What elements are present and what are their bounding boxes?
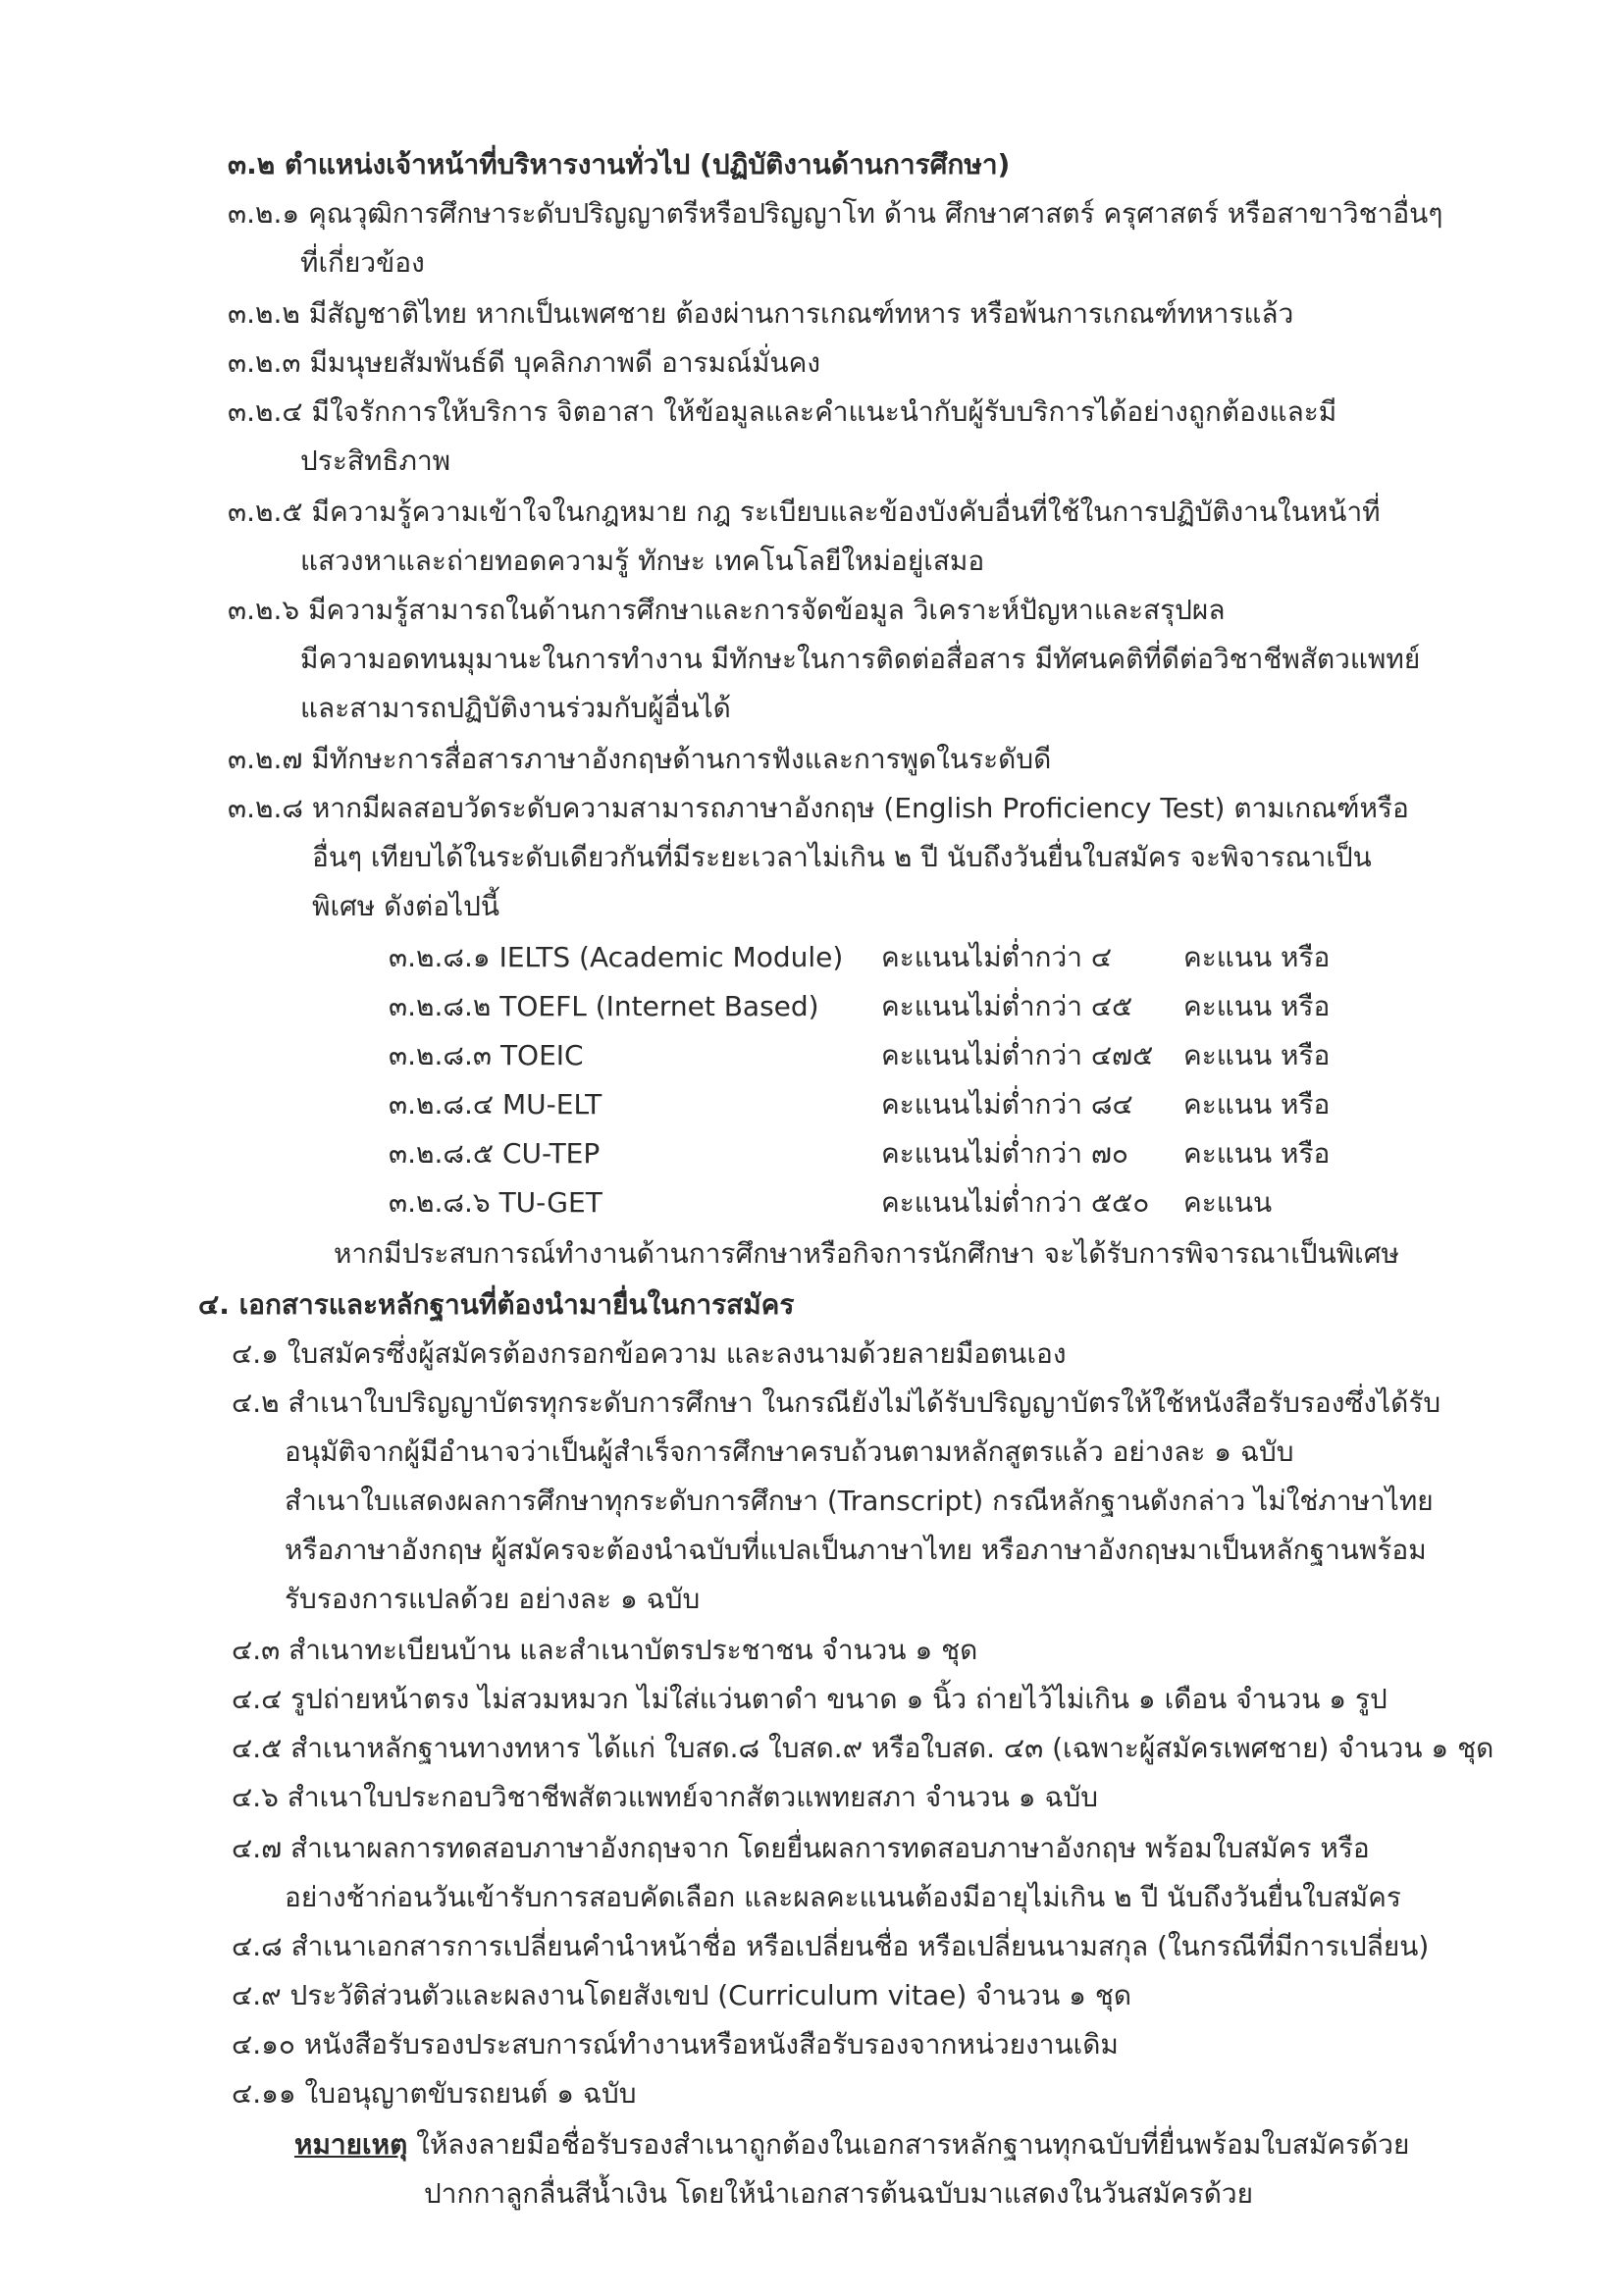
item-4-2-line-1: ๔.๒ สำเนาใบปริญญาบัตรทุกระดับการศึกษา ในกรณียังไม่ได้รับปริญญาบัตรให้ใช้หนังสือรับรองซึ่งได้รับ bbox=[232, 1386, 1441, 1419]
test-name: ๓.๒.๘.๒ TOEFL (Internet Based) bbox=[389, 990, 819, 1022]
section-3-2-heading: ๓.๒ ตำแหน่งเจ้าหน้าที่บริหารงานทั่วไป (ปฏิบัติงานด้านการศึกษา) bbox=[228, 148, 1011, 181]
test-name: ๓.๒.๘.๑ IELTS (Academic Module) bbox=[389, 941, 844, 973]
item-4-1: ๔.๑ ใบสมัครซึ่งผู้สมัครต้องกรอกข้อความ และลงนามด้วยลายมือตนเอง bbox=[232, 1337, 1067, 1370]
note-line-1 bbox=[294, 2125, 1409, 2165]
test-min-score: คะแนนไม่ต่ำกว่า ๘๔ bbox=[881, 1088, 1133, 1121]
note-label: หมายเหตุ bbox=[294, 2128, 408, 2161]
item-3-2-6-line-1: ๓.๒.๖ มีความรู้สามารถในด้านการศึกษาและการจัดข้อมูล วิเคราะห์ปัญหาและสรุปผล bbox=[228, 594, 1226, 626]
item-4-4: ๔.๔ รูปถ่ายหน้าตรง ไม่สวมหมวก ไม่ใส่แว่นตาดำ ขนาด ๑ นิ้ว ถ่ายไว้ไม่เกิน ๑ เดือน จำนวน ๑ รูป bbox=[232, 1683, 1387, 1715]
item-3-2-7: ๓.๒.๗ มีทักษะการสื่อสารภาษาอังกฤษด้านการฟังและการพูดในระดับดี bbox=[228, 743, 1052, 775]
note-line-2: ปากกาลูกลื่นสีน้ำเงิน โดยให้นำเอกสารต้นฉบับมาแสดงในวันสมัครด้วย bbox=[424, 2177, 1254, 2210]
item-3-2-4-line-1: ๓.๒.๔ มีใจรักการให้บริการ จิตอาสา ให้ข้อมูลและคำแนะนำกับผู้รับบริการได้อย่างถูกต้องและมี bbox=[228, 395, 1337, 428]
item-3-2-8-line-3: พิเศษ ดังต่อไปนี้ bbox=[312, 890, 500, 922]
item-4-2-line-2: อนุมัติจากผู้มีอำนาจว่าเป็นผู้สำเร็จการศึกษาครบถ้วนตามหลักสูตรแล้ว อย่างละ ๑ ฉบับ bbox=[285, 1435, 1294, 1468]
item-4-2-line-4: หรือภาษาอังกฤษ ผู้สมัครจะต้องนำฉบับที่แปลเป็นภาษาไทย หรือภาษาอังกฤษมาเป็นหลักฐานพร้อม bbox=[285, 1534, 1427, 1566]
test-unit: คะแนน หรือ bbox=[1183, 990, 1331, 1022]
item-4-10: ๔.๑๐ หนังสือรับรองประสบการณ์ทำงานหรือหนังสือรับรองจากหน่วยงานเดิม bbox=[232, 2028, 1119, 2061]
item-3-2-1-line-2: ที่เกี่ยวข้อง bbox=[300, 246, 425, 279]
item-3-2-1-line-1: ๓.๒.๑ คุณวุฒิการศึกษาระดับปริญญาตรีหรือปริญญาโท ด้าน ศึกษาศาสตร์ ครุศาสตร์ หรือสาขาวิชาอื่นๆ bbox=[228, 197, 1443, 230]
test-name: ๓.๒.๘.๕ CU-TEP bbox=[389, 1137, 601, 1170]
test-name: ๓.๒.๘.๖ TU-GET bbox=[389, 1186, 602, 1219]
test-min-score: คะแนนไม่ต่ำกว่า ๔๕ bbox=[881, 990, 1133, 1022]
test-min-score: คะแนนไม่ต่ำกว่า ๕๕๐ bbox=[881, 1186, 1150, 1219]
test-unit: คะแนน หรือ bbox=[1183, 941, 1331, 973]
test-unit: คะแนน หรือ bbox=[1183, 1137, 1331, 1170]
item-4-2-line-5: รับรองการแปลด้วย อย่างละ ๑ ฉบับ bbox=[285, 1583, 701, 1615]
test-unit: คะแนน หรือ bbox=[1183, 1088, 1331, 1121]
item-3-2-4-line-2: ประสิทธิภาพ bbox=[300, 444, 451, 477]
test-unit: คะแนน หรือ bbox=[1183, 1039, 1331, 1071]
test-min-score: คะแนนไม่ต่ำกว่า ๔ bbox=[881, 941, 1113, 973]
item-3-2-3: ๓.๒.๓ มีมนุษยสัมพันธ์ดี บุคลิกภาพดี อารมณ์มั่นคง bbox=[228, 346, 821, 379]
test-unit: คะแนน bbox=[1183, 1186, 1273, 1219]
item-4-9: ๔.๙ ประวัติส่วนตัวและผลงานโดยสังเขป (Curriculum vitae) จำนวน ๑ ชุด bbox=[232, 1979, 1132, 2011]
item-4-7-line-1: ๔.๗ สำเนาผลการทดสอบภาษาอังกฤษจาก โดยยื่นผลการทดสอบภาษาอังกฤษ พร้อมใบสมัคร หรือ bbox=[232, 1832, 1370, 1864]
item-3-2-6-line-2: มีความอดทนมุมานะในการทำงาน มีทักษะในการติดต่อสื่อสาร มีทัศนคติที่ดีต่อวิชาชีพสัตวแพทย์ bbox=[300, 643, 1421, 675]
item-3-2-8-line-2: อื่นๆ เทียบได้ในระดับเดียวกันที่มีระยะเวลาไม่เกิน ๒ ปี นับถึงวันยื่นใบสมัคร จะพิจารณาเป็น bbox=[312, 841, 1372, 873]
item-4-8: ๔.๘ สำเนาเอกสารการเปลี่ยนคำนำหน้าชื่อ หรือเปลี่ยนชื่อ หรือเปลี่ยนนามสกุล (ในกรณีที่มีการเปลี่ยน) bbox=[232, 1930, 1430, 1962]
item-4-2-line-3: สำเนาใบแสดงผลการศึกษาทุกระดับการศึกษา (Transcript) กรณีหลักฐานดังกล่าว ไม่ใช่ภาษาไทย bbox=[285, 1485, 1434, 1517]
item-4-11: ๔.๑๑ ใบอนุญาตขับรถยนต์ ๑ ฉบับ bbox=[232, 2077, 637, 2110]
note-text-1: ให้ลงลายมือชื่อรับรองสำเนาถูกต้องในเอกสารหลักฐานทุกฉบับที่ยื่นพร้อมใบสมัครด้วย bbox=[416, 2128, 1410, 2161]
test-name: ๓.๒.๘.๔ MU-ELT bbox=[389, 1088, 602, 1121]
test-min-score: คะแนนไม่ต่ำกว่า ๗๐ bbox=[881, 1137, 1128, 1170]
item-4-6: ๔.๖ สำเนาใบประกอบวิชาชีพสัตวแพทย์จากสัตวแพทยสภา จำนวน ๑ ฉบับ bbox=[232, 1781, 1099, 1813]
experience-note: หากมีประสบการณ์ทำงานด้านการศึกษาหรือกิจการนักศึกษา จะได้รับการพิจารณาเป็นพิเศษ bbox=[334, 1237, 1399, 1270]
item-3-2-5-line-1: ๓.๒.๕ มีความรู้ความเข้าใจในกฎหมาย กฎ ระเบียบและข้องบังคับอื่นที่ใช้ในการปฏิบัติงานในหน้าที่ bbox=[228, 496, 1381, 528]
test-name: ๓.๒.๘.๓ TOEIC bbox=[389, 1039, 584, 1071]
item-3-2-5-line-2: แสวงหาและถ่ายทอดความรู้ ทักษะ เทคโนโลยีใหม่อยู่เสมอ bbox=[300, 545, 985, 577]
item-4-5: ๔.๕ สำเนาหลักฐานทางทหาร ได้แก่ ใบสด.๘ ใบสด.๙ หรือใบสด. ๔๓ (เฉพาะผู้สมัครเพศชาย) จำนวน ๑ ชุด bbox=[232, 1732, 1494, 1764]
item-4-3: ๔.๓ สำเนาทะเบียนบ้าน และสำเนาบัตรประชาชน จำนวน ๑ ชุด bbox=[232, 1634, 978, 1666]
item-4-7-line-2: อย่างช้าก่อนวันเข้ารับการสอบคัดเลือก และผลคะแนนต้องมีอายุไม่เกิน ๒ ปี นับถึงวันยื่นใบสมัคร bbox=[285, 1881, 1401, 1913]
section-4-heading: ๔. เอกสารและหลักฐานที่ต้องนำมายื่นในการสมัคร bbox=[198, 1288, 795, 1321]
item-3-2-6-line-3: และสามารถปฏิบัติงานร่วมกับผู้อื่นได้ bbox=[300, 692, 731, 724]
item-3-2-8-line-1: ๓.๒.๘ หากมีผลสอบวัดระดับความสามารถภาษาอังกฤษ (English Proficiency Test) ตามเกณฑ์หรือ bbox=[228, 792, 1409, 824]
item-3-2-2: ๓.๒.๒ มีสัญชาติไทย หากเป็นเพศชาย ต้องผ่านการเกณฑ์ทหาร หรือพ้นการเกณฑ์ทหารแล้ว bbox=[228, 297, 1294, 330]
test-min-score: คะแนนไม่ต่ำกว่า ๔๗๕ bbox=[881, 1039, 1154, 1071]
